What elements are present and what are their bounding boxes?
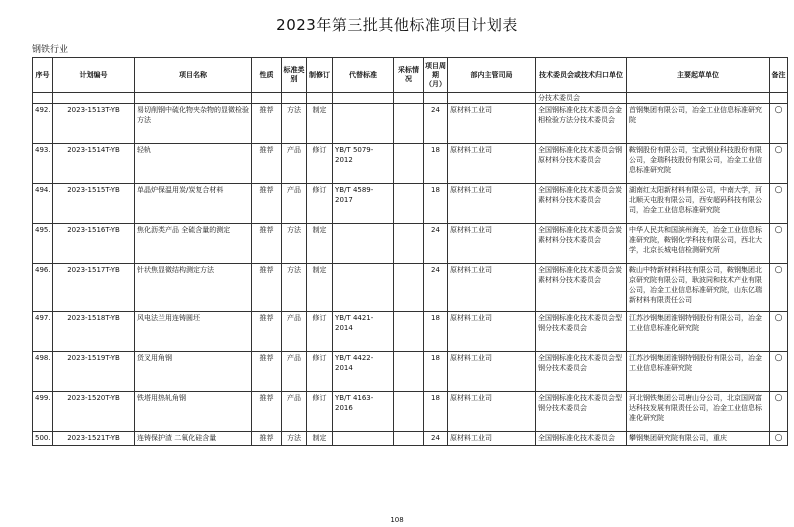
cell-seq: 495. <box>33 224 53 264</box>
cell-seq: 493. <box>33 144 53 184</box>
cell-drafters: 鞍钢股份有限公司，宝武钢业科技股份有限公司，金瑞科技股份有限公司，冶金工业信息标准研究院 <box>627 144 770 184</box>
cell-seq: 499. <box>33 392 53 432</box>
cell-period: 18 <box>424 144 448 184</box>
cell-tc: 全国钢标准化技术委员会金相检验方法分技术委员会 <box>536 104 627 144</box>
cell-adopt <box>394 312 424 352</box>
cell-dept: 原材料工业司 <box>448 312 536 352</box>
cell-replace: YB/T 4422-2014 <box>333 352 394 392</box>
cell-plan-no: 2023-1514T-YB <box>53 144 135 184</box>
cell-name: 风电法兰用连铸圆坯 <box>135 312 252 352</box>
cell-remark: ○ <box>770 392 788 432</box>
cell-adopt <box>394 264 424 312</box>
header-replace: 代替标准 <box>333 58 394 93</box>
cell-plan-no: 2023-1521T-YB <box>53 432 135 446</box>
cell-period: 24 <box>424 264 448 312</box>
table-row <box>33 392 788 432</box>
continuation-tc: 分技术委员会 <box>536 93 627 104</box>
cell-std-type: 产品 <box>282 352 307 392</box>
cell-std-type: 产品 <box>282 144 307 184</box>
header-adopt: 采标情况 <box>394 58 424 93</box>
cell-remark: ○ <box>770 432 788 446</box>
table-row <box>33 184 788 224</box>
header-row <box>33 58 788 93</box>
cell-seq: 500. <box>33 432 53 446</box>
cell-std-type: 产品 <box>282 184 307 224</box>
cell-period: 24 <box>424 104 448 144</box>
cell-adopt <box>394 104 424 144</box>
cell-replace: YB/T 4589-2017 <box>333 184 394 224</box>
cell-plan-no: 2023-1517T-YB <box>53 264 135 312</box>
cell-nature: 推荐 <box>252 352 282 392</box>
cell-drafters: 鞍山中特新材料科技有限公司，鞍钢集团北京研究院有限公司，耿波同和技术产业有限公司，冶金工业信息标准研究院，山东亿瑞新材料有限责任公司 <box>627 264 770 312</box>
cell-tc: 全国钢标准化技术委员会炭素材料分技术委员会 <box>536 264 627 312</box>
cell-remark: ○ <box>770 352 788 392</box>
header-name: 项目名称 <box>135 58 252 93</box>
cell-name: 焦化沥类产品 全硫含量的测定 <box>135 224 252 264</box>
cell-name: 货叉用角钢 <box>135 352 252 392</box>
cell-dept: 原材料工业司 <box>448 184 536 224</box>
cell-name: 单晶炉保温用炭/炭复合材料 <box>135 184 252 224</box>
cell-seq: 497. <box>33 312 53 352</box>
table-row <box>33 104 788 144</box>
header-plan-no: 计划编号 <box>53 58 135 93</box>
cell-name: 轻轨 <box>135 144 252 184</box>
cell-std-type: 方法 <box>282 264 307 312</box>
cell-nature: 推荐 <box>252 432 282 446</box>
cell-tc: 全国钢标准化技术委员会型钢分技术委员会 <box>536 352 627 392</box>
cell-adopt <box>394 432 424 446</box>
cell-adopt <box>394 184 424 224</box>
table-row <box>33 264 788 312</box>
cell-adopt <box>394 392 424 432</box>
header-dept: 部内主管司局 <box>448 58 536 93</box>
cell-std-type: 产品 <box>282 392 307 432</box>
cell-revise: 修订 <box>307 312 333 352</box>
header-std-type: 标准类别 <box>282 58 307 93</box>
header-tc: 技术委员会或技术归口单位 <box>536 58 627 93</box>
cell-plan-no: 2023-1515T-YB <box>53 184 135 224</box>
cell-std-type: 产品 <box>282 312 307 352</box>
cell-plan-no: 2023-1520T-YB <box>53 392 135 432</box>
cell-dept: 原材料工业司 <box>448 144 536 184</box>
cell-name: 连铸保护渣 二氧化硅含量 <box>135 432 252 446</box>
cell-adopt <box>394 144 424 184</box>
cell-seq: 494. <box>33 184 53 224</box>
cell-drafters: 江苏沙钢集团淮钢特钢股份有限公司，冶金工业信息标准化研究院 <box>627 312 770 352</box>
cell-revise: 制定 <box>307 104 333 144</box>
cell-replace: YB/T 4163-2016 <box>333 392 394 432</box>
cell-revise: 制定 <box>307 432 333 446</box>
cell-dept: 原材料工业司 <box>448 432 536 446</box>
cell-drafters: 首钢集团有限公司，冶金工业信息标准研究院 <box>627 104 770 144</box>
cell-replace: YB/T 5079-2012 <box>333 144 394 184</box>
cell-period: 18 <box>424 352 448 392</box>
header-drafters: 主要起草单位 <box>627 58 770 93</box>
cell-seq: 496. <box>33 264 53 312</box>
cell-plan-no: 2023-1516T-YB <box>53 224 135 264</box>
cell-tc: 全国钢标准化技术委员会 <box>536 432 627 446</box>
header-remark: 备注 <box>770 58 788 93</box>
cell-tc: 全国钢标准化技术委员会型钢分技术委员会 <box>536 312 627 352</box>
cell-nature: 推荐 <box>252 392 282 432</box>
header-period: 项目周期（月） <box>424 58 448 93</box>
section-label: 钢铁行业 <box>32 45 69 55</box>
cell-replace <box>333 264 394 312</box>
cell-revise: 修订 <box>307 392 333 432</box>
page-number: 108 <box>390 516 404 524</box>
cell-period: 18 <box>424 392 448 432</box>
cell-drafters: 攀钢集团研究院有限公司，重庆 <box>627 432 770 446</box>
cell-name: 铁塔用热轧角钢 <box>135 392 252 432</box>
table-row <box>33 352 788 392</box>
cell-tc: 全国钢标准化技术委员会炭素材料分技术委员会 <box>536 224 627 264</box>
continuation-row <box>33 93 788 104</box>
cell-revise: 修订 <box>307 144 333 184</box>
cell-revise: 修订 <box>307 352 333 392</box>
cell-drafters: 湖南红太阳新材料有限公司，中南大学，河北顺天屯股有限公司，西安超码科技有限公司，冶金工业信息标准研究院 <box>627 184 770 224</box>
cell-remark: ○ <box>770 312 788 352</box>
cell-tc: 全国钢标准化技术委员会钢原材料分技术委员会 <box>536 144 627 184</box>
cell-drafters: 江苏沙钢集团淮钢特钢股份有限公司，冶金工业信息标准研究院 <box>627 352 770 392</box>
cell-revise: 制定 <box>307 264 333 312</box>
cell-remark: ○ <box>770 144 788 184</box>
cell-name: 易切削钢中硫化物夹杂物的显微检验方法 <box>135 104 252 144</box>
cell-drafters: 河北钢铁集团公司唐山分公司，北京国网富达科技发展有限责任公司，冶金工业信息标准化研究院 <box>627 392 770 432</box>
cell-std-type: 方法 <box>282 432 307 446</box>
cell-plan-no: 2023-1519T-YB <box>53 352 135 392</box>
cell-dept: 原材料工业司 <box>448 264 536 312</box>
cell-nature: 推荐 <box>252 264 282 312</box>
cell-dept: 原材料工业司 <box>448 352 536 392</box>
cell-remark: ○ <box>770 104 788 144</box>
header-nature: 性质 <box>252 58 282 93</box>
cell-tc: 全国钢标准化技术委员会型钢分技术委员会 <box>536 392 627 432</box>
cell-std-type: 方法 <box>282 224 307 264</box>
cell-period: 24 <box>424 224 448 264</box>
cell-dept: 原材料工业司 <box>448 224 536 264</box>
cell-nature: 推荐 <box>252 184 282 224</box>
cell-nature: 推荐 <box>252 224 282 264</box>
table-row <box>33 144 788 184</box>
cell-name: 针状焦显微结构测定方法 <box>135 264 252 312</box>
table-row <box>33 224 788 264</box>
cell-std-type: 方法 <box>282 104 307 144</box>
cell-remark: ○ <box>770 264 788 312</box>
cell-adopt <box>394 224 424 264</box>
page-title: 2023年第三批其他标准项目计划表 <box>276 16 518 34</box>
table-row <box>33 432 788 446</box>
cell-adopt <box>394 352 424 392</box>
cell-replace <box>333 104 394 144</box>
cell-nature: 推荐 <box>252 144 282 184</box>
standards-plan-table <box>32 57 788 446</box>
cell-remark: ○ <box>770 224 788 264</box>
cell-nature: 推荐 <box>252 104 282 144</box>
cell-period: 18 <box>424 184 448 224</box>
cell-tc: 全国钢标准化技术委员会炭素材料分技术委员会 <box>536 184 627 224</box>
cell-revise: 制定 <box>307 224 333 264</box>
cell-dept: 原材料工业司 <box>448 392 536 432</box>
cell-nature: 推荐 <box>252 312 282 352</box>
cell-replace <box>333 432 394 446</box>
cell-period: 18 <box>424 312 448 352</box>
cell-seq: 498. <box>33 352 53 392</box>
cell-dept: 原材料工业司 <box>448 104 536 144</box>
header-seq: 序号 <box>33 58 53 93</box>
cell-replace: YB/T 4421-2014 <box>333 312 394 352</box>
header-revise: 制修订 <box>307 58 333 93</box>
cell-plan-no: 2023-1513T-YB <box>53 104 135 144</box>
cell-revise: 修订 <box>307 184 333 224</box>
cell-replace <box>333 224 394 264</box>
cell-plan-no: 2023-1518T-YB <box>53 312 135 352</box>
cell-remark: ○ <box>770 184 788 224</box>
table-row <box>33 312 788 352</box>
cell-period: 24 <box>424 432 448 446</box>
cell-seq: 492. <box>33 104 53 144</box>
cell-drafters: 中华人民共和国滨州海关，冶金工业信息标准研究院，鞍钢化学科技有限公司，西北大学，北京长城电信检测研究所 <box>627 224 770 264</box>
